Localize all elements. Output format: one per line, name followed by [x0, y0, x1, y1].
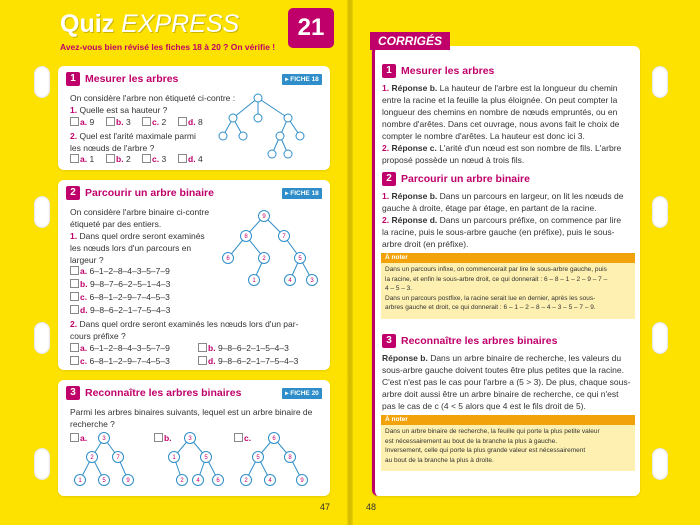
node-label: 5	[256, 455, 260, 461]
answer-option[interactable]	[70, 117, 94, 127]
note-line: Inversement, celle qui porte la plus grande valeur est nécessairement	[385, 447, 586, 454]
option-value: 2	[161, 117, 167, 127]
node-label: 5	[204, 455, 208, 461]
node-label: 5	[102, 478, 106, 484]
answer-option[interactable]	[106, 154, 131, 164]
question-3-heading	[66, 386, 241, 400]
corrections-title: CORRIGÉS	[370, 32, 450, 50]
answer-option[interactable]	[70, 154, 94, 164]
tree-node	[113, 452, 124, 463]
tree-c-diagram	[234, 430, 314, 492]
tree-node	[241, 475, 252, 486]
option-letter: a.	[80, 117, 88, 127]
checkbox[interactable]	[178, 117, 187, 126]
note-line: Dans un parcours infixe, on commencerait par lire le sous-arbre gauche, puis	[385, 266, 607, 273]
answer-option[interactable]	[142, 154, 166, 164]
option-value: 9–8–6–2–1–7–5–4–3	[217, 356, 299, 366]
node-label: 1	[252, 278, 256, 284]
option-letter: d.	[80, 305, 88, 315]
correction-1-heading	[382, 64, 494, 78]
node-label: 2	[180, 478, 184, 484]
text-line: longueur des chemins en nombre de nœuds empruntés, ou en	[382, 107, 618, 117]
option-value: 6–1–2–8–4–3–5–7–9	[89, 343, 170, 353]
answer-option[interactable]	[70, 305, 170, 315]
binary-tree-diagram	[216, 208, 326, 290]
tree-node	[297, 475, 308, 486]
correction-2-heading	[382, 172, 530, 186]
node-label: 1	[172, 455, 176, 461]
tree-node	[99, 433, 110, 444]
checkbox[interactable]	[70, 154, 79, 163]
node-label: 3	[310, 278, 314, 284]
option-value: 6–8–1–2–9–7–4–5–3	[89, 356, 170, 366]
question-intro: Parmi les arbres binaires suivants, lequel est un arbre binaire de	[70, 407, 313, 417]
note-line: au bout de la branche la plus à droite.	[385, 456, 494, 464]
option-letter: a.	[80, 154, 88, 164]
checkbox[interactable]	[70, 117, 79, 126]
node-label: 4	[288, 278, 292, 284]
answer-label: Réponse b.	[391, 191, 438, 201]
fiche-tag: ▸ FICHE 18	[282, 188, 322, 199]
question-title: Parcourir un arbre binaire	[85, 187, 214, 199]
answer-option[interactable]	[198, 356, 298, 366]
question-title: Reconnaître les arbres binaires	[401, 335, 558, 347]
note-line: 4 – 5 – 3.	[385, 285, 413, 292]
left-page-number: 47	[320, 502, 331, 512]
text-line: 1. Réponse b. La hauteur de l'arbre est la longueur du chemin	[382, 83, 618, 93]
node-label: 3	[102, 436, 106, 442]
answer-option[interactable]	[70, 279, 170, 289]
answer-label: Réponse b.	[382, 353, 428, 363]
option-letter: d.	[208, 356, 216, 366]
question-intro-continued: recherche ?	[70, 419, 115, 429]
quiz-word: Quiz	[60, 10, 115, 38]
option-letter: a.	[80, 343, 88, 353]
option-letter: c.	[80, 292, 88, 302]
node-label: 2	[262, 256, 266, 262]
text-line: proposé possède un nœud à trois fils.	[382, 155, 525, 165]
note-line: est nécessairement au bout de la branche la plus à gauche.	[385, 437, 558, 445]
node-label: 7	[116, 455, 120, 461]
checkbox[interactable]	[198, 343, 207, 352]
question-number: 2	[66, 186, 80, 200]
option-letter: b.	[116, 154, 124, 164]
note-body	[381, 263, 635, 319]
text-line: la racine, puis le sous-arbre gauche (en préfixe), puis le sous-	[382, 227, 615, 237]
text-line: entre la racine et la feuille la plus éloignée. On peut compter la	[382, 95, 618, 105]
unlabeled-tree-diagram	[218, 88, 328, 166]
part-text-continued: largeur ?	[70, 255, 104, 265]
correction-1-text	[382, 82, 636, 166]
fiche-label: FICHE 18	[290, 190, 319, 197]
option-value: 1	[89, 154, 95, 164]
checkbox[interactable]	[142, 117, 151, 126]
checkbox[interactable]	[70, 279, 79, 288]
node-label: 9	[126, 478, 130, 484]
text-span: L'arité d'un nœud est son nombre de fils. L'arbre	[439, 143, 622, 153]
option-letter: b.	[116, 117, 124, 127]
tree-node	[269, 433, 280, 444]
part-number: 2.	[382, 215, 390, 225]
node-label: 8	[288, 455, 292, 461]
checkbox[interactable]	[198, 356, 207, 365]
option-value: 9	[89, 117, 95, 127]
question-1-heading	[66, 72, 178, 86]
text-line	[382, 190, 636, 202]
option-value: 2	[125, 154, 131, 164]
option-value: 6–1–2–8–4–3–5–7–9	[89, 266, 170, 276]
text-line: compter le nombre d'arêtes. La hauteur est donc ici 3.	[382, 131, 585, 141]
tree-node	[177, 475, 188, 486]
checkbox[interactable]	[106, 154, 115, 163]
checkbox[interactable]	[142, 154, 151, 163]
question-part-2	[70, 318, 298, 330]
question-1-card	[58, 66, 330, 170]
text-line: gauche à droite, étage par étage, en partant de la racine.	[382, 203, 597, 213]
question-title: Mesurer les arbres	[85, 73, 179, 85]
option-letter: b.	[208, 343, 216, 353]
checkbox[interactable]	[70, 305, 79, 314]
option-letter: b.	[80, 279, 88, 289]
book-spine	[347, 0, 353, 525]
binder-hole	[652, 448, 668, 480]
note-heading: À noter	[381, 415, 635, 425]
answer-option[interactable]	[70, 356, 170, 366]
tree-node	[169, 452, 180, 463]
option-letter: c.	[152, 154, 160, 164]
checkbox[interactable]	[70, 356, 79, 365]
question-title: Parcourir un arbre binaire	[401, 173, 530, 185]
checkbox[interactable]	[70, 292, 79, 301]
question-intro-continued: étiqueté par des entiers.	[70, 219, 162, 229]
text-line: pas le cas de c (4 < 5 alors que 4 est le fils droit de 5).	[382, 401, 586, 411]
answer-option[interactable]	[70, 343, 170, 353]
binder-hole	[34, 322, 50, 354]
answer-option[interactable]	[178, 117, 203, 127]
note-line: Dans un arbre binaire de recherche, la feuille qui porte la plus petite valeur	[385, 428, 600, 435]
checkbox[interactable]	[106, 117, 115, 126]
tree-node	[265, 475, 276, 486]
answer-option[interactable]	[178, 154, 203, 164]
tree-node	[279, 231, 290, 242]
tree-node	[249, 275, 260, 286]
fiche-label: FICHE 20	[290, 390, 319, 397]
option-value: 3	[161, 154, 167, 164]
answer-option[interactable]	[142, 117, 166, 127]
tree-node	[285, 452, 296, 463]
node-label: 1	[78, 478, 82, 484]
answer-option[interactable]	[70, 292, 170, 302]
node-label: 5	[298, 256, 302, 262]
tree-node	[123, 475, 134, 486]
tree-node	[193, 475, 204, 486]
option-letter: b.	[164, 433, 172, 443]
question-number: 1	[66, 72, 80, 86]
correction-2-text	[382, 190, 636, 250]
part-number: 1.	[70, 105, 78, 115]
option-letter: c.	[152, 117, 160, 127]
binder-hole	[34, 66, 50, 98]
binder-hole	[652, 66, 668, 98]
option-value: 4	[197, 154, 203, 164]
question-part-2	[70, 130, 196, 142]
binder-hole	[34, 448, 50, 480]
checkbox[interactable]	[178, 154, 187, 163]
question-2-heading	[66, 186, 214, 200]
option-letter: c.	[80, 356, 88, 366]
part-text-continued: cours préfixe ?	[70, 331, 126, 341]
answer-option[interactable]	[106, 117, 131, 127]
tree-a-diagram	[70, 430, 140, 492]
node-label: 9	[300, 478, 304, 484]
tree-node	[259, 253, 270, 264]
text-span: Dans un arbre binaire de recherche, les valeurs du	[430, 353, 622, 363]
node-label: 6	[272, 436, 276, 442]
binder-hole	[34, 196, 50, 228]
fiche-label: FICHE 18	[290, 76, 319, 83]
part-text-continued: les nœuds lors d'un parcours en	[70, 243, 192, 253]
part-text: Dans quel ordre seront examinés les nœuds lors d'un par-	[79, 319, 299, 329]
text-line: arbre doit aussi être un arbre binaire de recherche, ce qui n'est	[382, 389, 619, 399]
option-letter: a.	[80, 266, 88, 276]
question-number: 3	[66, 386, 80, 400]
question-number: 1	[382, 64, 396, 78]
text-line	[382, 352, 636, 364]
question-part-1	[70, 104, 167, 116]
tree-node	[253, 452, 264, 463]
answer-label: Réponse b.	[391, 83, 438, 93]
note-line: arbres gauche et droit, ce qui donnerait : 6 – 1 – 2 – 8 – 4 – 3 – 5 – 7 – 9.	[385, 304, 596, 311]
question-part-1	[70, 230, 205, 242]
option-value: 8	[197, 117, 203, 127]
fiche-tag: ▸ FICHE 20	[282, 388, 322, 399]
part-number: 1.	[70, 231, 78, 241]
node-label: 3	[188, 436, 192, 442]
part-text: Quelle est sa hauteur ?	[79, 105, 168, 115]
part-number: 1.	[382, 191, 390, 201]
option-letter: d.	[188, 117, 196, 127]
node-label: 6	[216, 478, 220, 484]
option-value: 9–8–7–6–2–5–1–4–3	[89, 279, 171, 289]
quiz-subtitle: Avez-vous bien révisé les fiches 18 à 20 ? On vérifie !	[60, 42, 276, 52]
text-span: Dans un parcours préfixe, on commence par lire	[439, 215, 622, 225]
text-line: sous-arbre gauche doivent toutes être plus petites que la racine.	[382, 365, 624, 375]
tree-node	[223, 253, 234, 264]
question-title: Reconnaître les arbres binaires	[85, 387, 242, 399]
tree-node	[99, 475, 110, 486]
question-number: 2	[382, 172, 396, 186]
tree-node	[75, 475, 86, 486]
tree-node	[185, 433, 196, 444]
tree-node	[213, 475, 224, 486]
tree-b-diagram	[154, 430, 226, 492]
option-value: 3	[125, 117, 131, 127]
tree-node	[295, 253, 306, 264]
tree-node	[285, 275, 296, 286]
correction-3-text	[382, 352, 636, 412]
binder-hole	[652, 196, 668, 228]
part-text: Dans quel ordre seront examinés	[79, 231, 205, 241]
quiz-title	[60, 10, 239, 39]
text-span: La hauteur de l'arbre est la longueur du chemin	[439, 83, 618, 93]
checkbox[interactable]	[70, 343, 79, 352]
text-line: arbre droit (en préfixe).	[382, 239, 469, 249]
fiche-tag: ▸ FICHE 18	[282, 74, 322, 85]
note-heading: À noter	[381, 253, 635, 263]
text-line: nombre d'arêtes. Dans cet ouvrage, nous avons fait le choix de	[382, 119, 620, 129]
part-text: Quel est l'arité maximale parmi	[79, 131, 196, 141]
note-body	[381, 425, 635, 471]
option-letter: a.	[80, 433, 88, 443]
part-text-continued: les nœuds de l'arbre ?	[70, 143, 155, 153]
node-label: 2	[244, 478, 248, 484]
tree-node	[307, 275, 318, 286]
answer-option[interactable]	[70, 266, 170, 276]
text-span: Dans un parcours en largeur, on lit les nœuds de	[439, 191, 624, 201]
question-intro: On considère l'arbre non étiqueté ci-contre :	[70, 93, 236, 103]
part-number: 2.	[70, 319, 78, 329]
option-value: 9–8–6–2–1–7–5–4–3	[89, 305, 171, 315]
text-line: 2. Réponse c. L'arité d'un nœud est son nombre de fils. L'arbre	[382, 143, 622, 153]
node-label: 4	[268, 478, 272, 484]
answer-option[interactable]	[198, 343, 289, 353]
text-line	[382, 214, 636, 226]
tree-node	[259, 211, 270, 222]
tree-node	[241, 231, 252, 242]
tree-node	[87, 452, 98, 463]
right-page-number: 48	[366, 502, 377, 512]
part-number: 2.	[70, 131, 78, 141]
note-line: la racine, et enfin le sous-arbre droit, ce qui donnerait : 6 – 8 – 1 – 2 – 9 – 7 –	[385, 275, 608, 283]
question-3-card	[58, 380, 330, 496]
text-line: C'est n'est pas le cas pour l'arbre a (5 > 3). De plus, chaque sous-	[382, 377, 631, 387]
node-label: 4	[196, 478, 200, 484]
express-word: EXPRESS	[121, 10, 240, 38]
binder-hole	[652, 322, 668, 354]
node-label: 2	[90, 455, 94, 461]
option-value: 9–8–6–2–1–5–4–3	[217, 343, 289, 353]
question-intro: On considère l'arbre binaire ci-contre	[70, 207, 210, 217]
correction-3-heading	[382, 334, 557, 348]
note-line: Dans un parcours postfixe, la racine serait lue en dernier, après les sous-	[385, 294, 596, 302]
option-letter: d.	[188, 154, 196, 164]
answer-label: Réponse d.	[391, 215, 438, 225]
answer-label: Réponse c.	[391, 143, 437, 153]
node-label: 9	[262, 214, 266, 220]
checkbox[interactable]	[70, 266, 79, 275]
node-label: 8	[244, 234, 248, 240]
page-number-badge: 21	[288, 8, 334, 48]
tree-node	[201, 452, 212, 463]
question-title: Mesurer les arbres	[401, 65, 495, 77]
node-label: 6	[226, 256, 230, 262]
option-value: 6–8–1–2–9–7–4–5–3	[89, 292, 170, 302]
option-letter: c.	[244, 433, 252, 443]
question-2-card	[58, 180, 330, 370]
question-number: 3	[382, 334, 396, 348]
node-label: 7	[282, 234, 286, 240]
